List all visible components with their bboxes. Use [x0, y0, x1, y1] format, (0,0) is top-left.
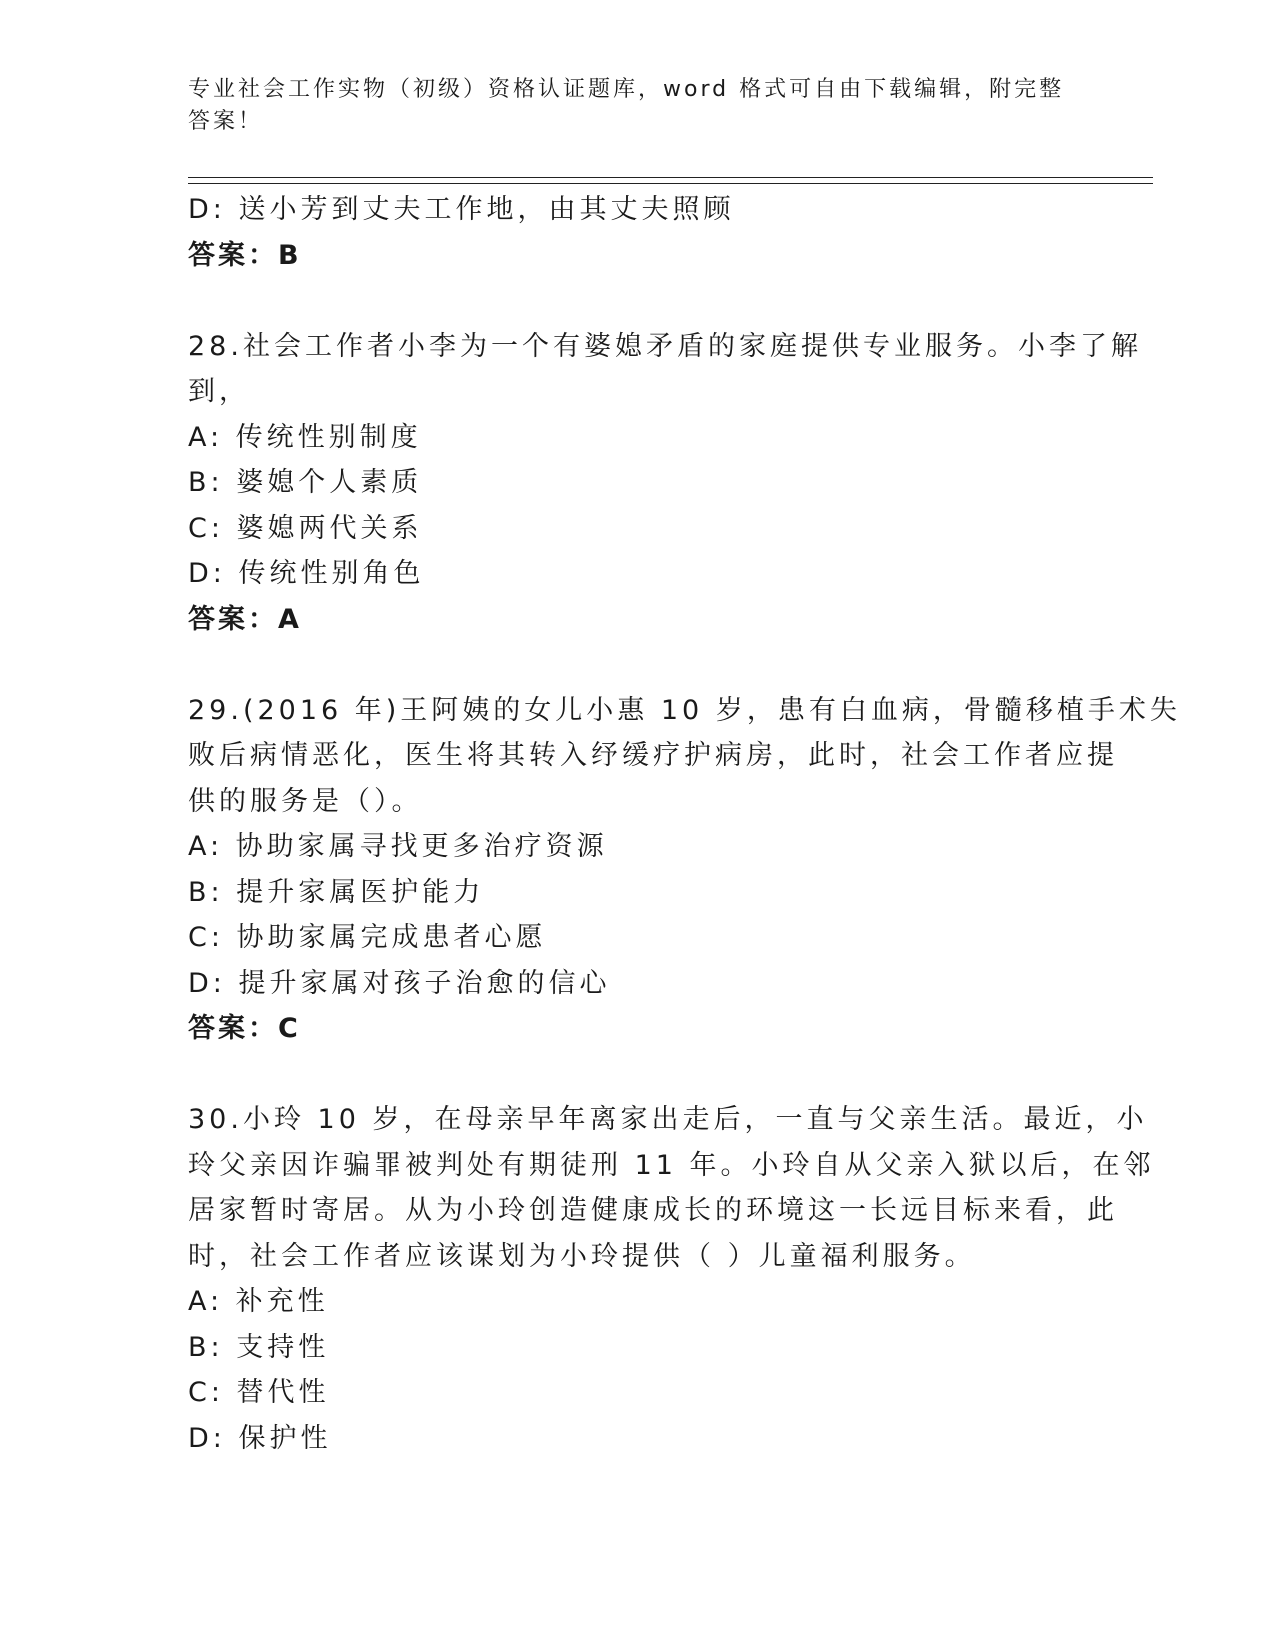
answer-line: 答案：B: [188, 239, 302, 271]
question-30: [188, 1097, 1155, 1461]
header-text: 专业社会工作实物（初级）资格认证题库，word 格式可自由下载编辑，附完整答案！: [188, 77, 1065, 134]
option-d: D: 提升家属对孩子治愈的信心: [188, 967, 611, 999]
question-stem-line: 败后病情恶化，医生将其转入纾缓疗护病房，此时，社会工作者应提: [188, 740, 1118, 771]
option-b: B: 婆媳个人素质: [188, 467, 423, 498]
option-c: C: 婆媳两代关系: [188, 512, 423, 544]
option-a: A: 补充性: [188, 1286, 329, 1317]
spacer: [188, 278, 1088, 324]
question-stem-line: 到，: [188, 376, 250, 407]
question-29: [188, 688, 1181, 1052]
document-header: [188, 74, 1068, 138]
option-c: C: 协助家属完成患者心愿: [188, 922, 547, 953]
question-stem-line: 玲父亲因诈骗罪被判处有期徒刑 11 年。小玲自从父亲入狱以后，在邻: [188, 1149, 1155, 1181]
question-stem-line: 居家暂时寄居。从为小玲创造健康成长的环境这一长远目标来看，此: [188, 1195, 1118, 1226]
question-stem-line: 供的服务是（）。: [188, 785, 423, 817]
answer-line: 答案：A: [188, 603, 302, 635]
header-rule-top: [188, 177, 1153, 178]
option-d: D: 传统性别角色: [188, 558, 425, 589]
question-list: [188, 187, 1181, 1461]
option-d: D: 送小芳到丈夫工作地，由其丈夫照顾: [188, 194, 735, 225]
option-b: B: 支持性: [188, 1331, 330, 1363]
question-stem-line: 时，社会工作者应该谋划为小玲提供（ ）儿童福利服务。: [188, 1240, 976, 1272]
spacer: [188, 642, 1088, 688]
question-28: [188, 324, 1142, 643]
option-a: A: 协助家属寻找更多治疗资源: [188, 831, 608, 862]
option-a: A: 传统性别制度: [188, 421, 422, 453]
header-rule-bottom: [188, 183, 1153, 184]
question-stem-line: 29.(2016 年)王阿姨的女儿小惠 10 岁，患有白血病，骨髓移植手术失: [188, 694, 1181, 726]
option-b: B: 提升家属医护能力: [188, 876, 485, 908]
option-d: D: 保护性: [188, 1422, 332, 1454]
question-stem-line: 28.社会工作者小李为一个有婆媳矛盾的家庭提供专业服务。小李了解: [188, 330, 1142, 362]
answer-line: 答案：C: [188, 1013, 301, 1044]
spacer: [188, 1052, 1088, 1098]
option-c: C: 替代性: [188, 1377, 330, 1408]
question-stem-line: 30.小玲 10 岁，在母亲早年离家出走后，一直与父亲生活。最近，小: [188, 1104, 1148, 1135]
